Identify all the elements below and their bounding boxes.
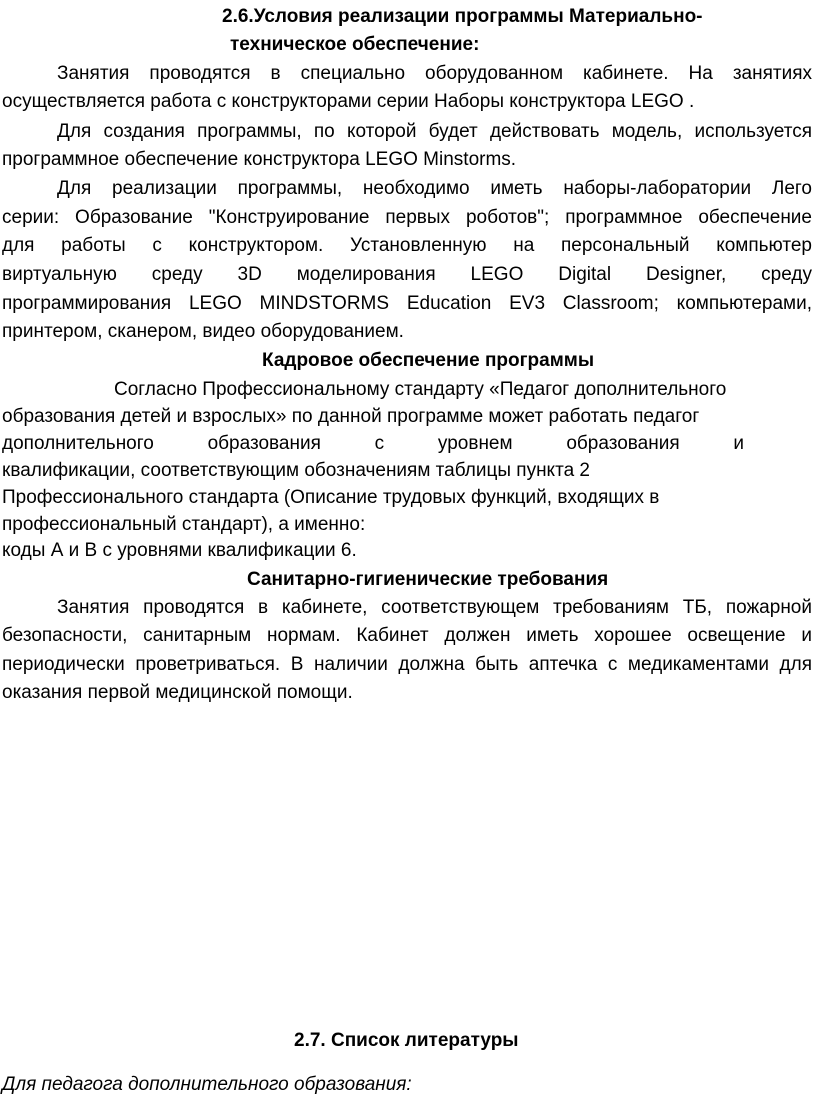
section-2-7-subheading: Для педагога дополнительного образования: bbox=[2, 1074, 412, 1095]
sanitary-line3: периодически проветриваться. В наличии должна быть аптечка с медикаментами для bbox=[2, 654, 812, 675]
staffing-line3: дополнительного образования с уровнем образования и bbox=[2, 433, 744, 454]
staffing-line6: профессиональный стандарт), а именно: bbox=[2, 514, 366, 535]
para1-line2: осуществляется работа с конструкторами серии Наборы конструктора LEGO . bbox=[2, 91, 695, 112]
staffing-line7: коды А и В с уровнями квалификации 6. bbox=[2, 540, 357, 561]
para2-line2: программное обеспечение конструктора LEGO Minstorms. bbox=[2, 149, 517, 170]
staffing-line1: Согласно Профессиональному стандарту «Педагог дополнительного bbox=[114, 379, 727, 400]
section-heading-2-7: 2.7. Список литературы bbox=[294, 1030, 519, 1051]
staffing-heading: Кадровое обеспечение программы bbox=[262, 350, 595, 371]
sanitary-heading: Санитарно-гигиенические требования bbox=[247, 569, 609, 590]
para3-line4: виртуальную среду 3D моделирования LEGO Digital Designer, среду bbox=[2, 264, 812, 285]
sanitary-line1: Занятия проводятся в кабинете, соответствующем требованиям ТБ, пожарной bbox=[57, 597, 812, 618]
para3-line2: серии: Образование "Конструирование первых роботов"; программное обеспечение bbox=[2, 207, 812, 228]
staffing-line5: Профессионального стандарта (Описание трудовых функций, входящих в bbox=[2, 487, 660, 508]
para3-line1: Для реализации программы, необходимо иметь наборы-лаборатории Лего bbox=[57, 178, 812, 199]
section-heading-2-6-line2: техническое обеспечение: bbox=[230, 34, 480, 55]
para3-line3: для работы с конструктором. Установленную на персональный компьютер bbox=[2, 235, 812, 256]
staffing-line4: квалификации, соответствующим обозначениям таблицы пункта 2 bbox=[2, 460, 590, 481]
para1-line1: Занятия проводятся в специально оборудованном кабинете. На занятиях bbox=[57, 63, 812, 84]
para3-line5: программирования LEGO MINDSTORMS Education EV3 Classroom; компьютерами, bbox=[2, 293, 812, 314]
staffing-line2: образования детей и взрослых» по данной программе может работать педагог bbox=[2, 406, 700, 427]
para2-line1: Для создания программы, по которой будет действовать модель, используется bbox=[57, 121, 812, 142]
sanitary-line4: оказания первой медицинской помощи. bbox=[2, 682, 353, 703]
section-heading-2-6-line1: 2.6.Условия реализации программы Материально- bbox=[222, 6, 703, 27]
para3-line6: принтером, сканером, видео оборудованием. bbox=[2, 321, 404, 342]
sanitary-line2: безопасности, санитарным нормам. Кабинет должен иметь хорошее освещение и bbox=[2, 625, 812, 646]
